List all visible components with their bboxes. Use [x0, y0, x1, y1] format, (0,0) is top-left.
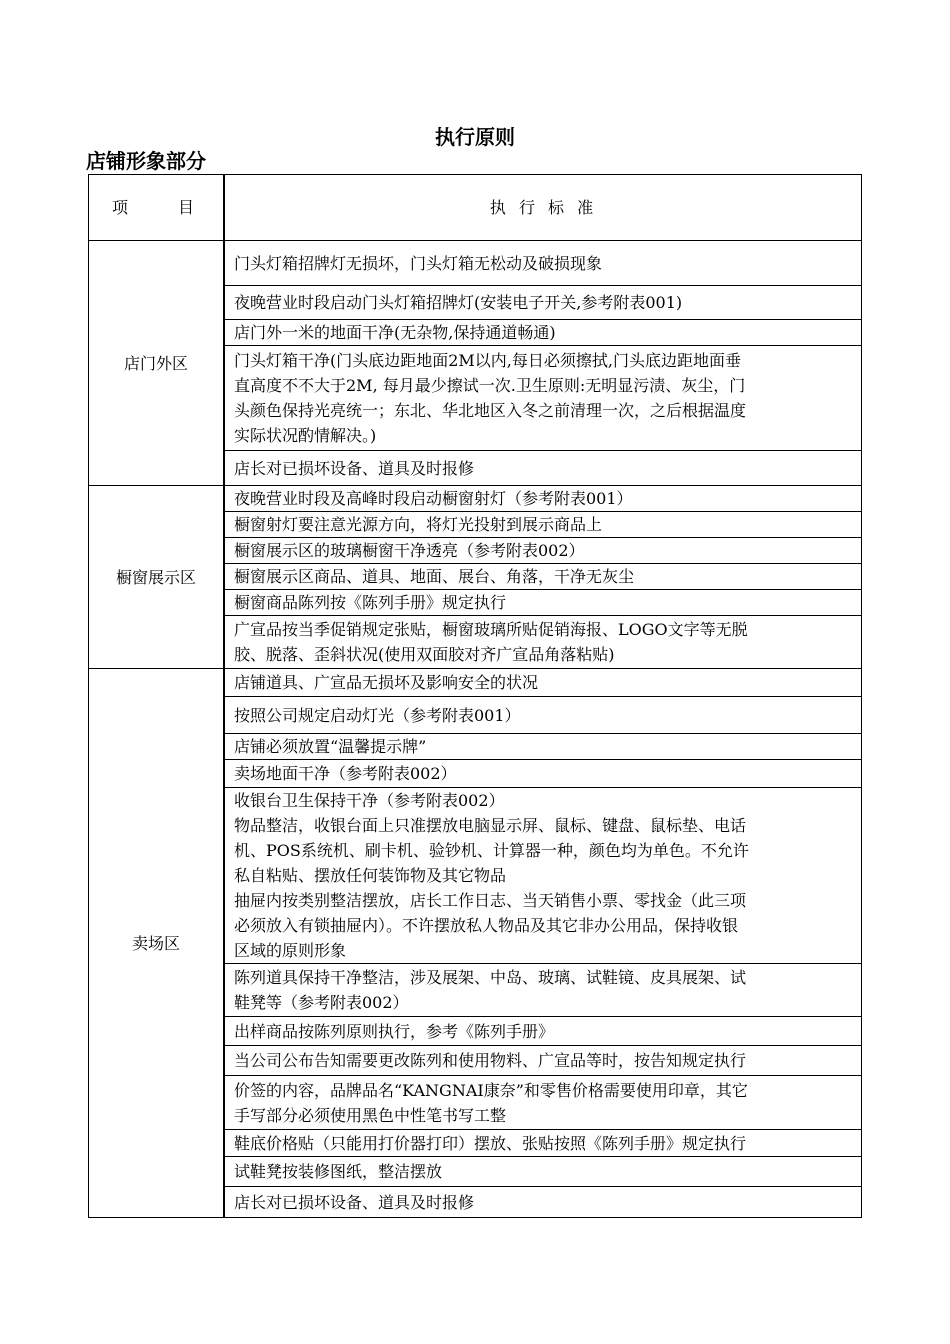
area-cell: 卖场区: [89, 669, 225, 1218]
standard-cell: [224, 788, 862, 964]
standard-line: 夜晚营业时段及高峰时段启动橱窗射灯（参考附表001）: [234, 489, 633, 508]
standard-line: 收银台卫生保持干净（参考附表002）: [234, 791, 505, 810]
standard-line: 店门外一米的地面干净(无杂物,保持通道畅通): [234, 323, 556, 342]
standard-cell: [224, 590, 862, 616]
standard-line: 鞋底价格贴（只能用打价器打印）摆放、张贴按照《陈列手册》规定执行: [234, 1133, 747, 1153]
standard-line: 抽屉内按类别整洁摆放，店长工作日志、当天销售小票、零找金（此三项: [234, 891, 747, 910]
standard-line: 橱窗展示区商品、道具、地面、展台、角落，干净无灰尘: [234, 567, 635, 586]
standard-cell: [224, 669, 862, 697]
standard-line: 试鞋凳按装修图纸，整洁摆放: [234, 1162, 443, 1181]
standard-line: 价签的内容，品牌品名“KANGNAI康奈”和零售价格需要使用印章，其它: [234, 1080, 748, 1100]
standard-cell: [224, 616, 862, 669]
standard-line: 橱窗商品陈列按《陈列手册》规定执行: [234, 593, 507, 612]
standard-line: 必须放入有锁抽屉内）。不许摆放私人物品及其它非办公用品，保持收银: [234, 916, 739, 935]
standard-cell: [224, 512, 862, 538]
standard-line: 胶、脱落、歪斜状况(使用双面胶对齐广宣品角落粘贴): [234, 645, 615, 664]
standard-line: 广宣品按当季促销规定张贴，橱窗玻璃所贴促销海报、LOGO文字等无脱: [234, 620, 748, 639]
page-title: 执行原则: [435, 125, 515, 149]
standard-line: 实际状况酌情解决。): [234, 426, 377, 445]
table-header-row: [89, 175, 862, 241]
standard-cell: [224, 451, 862, 486]
section-title: 店铺形象部分: [86, 149, 206, 173]
area-cell: 橱窗展示区: [89, 486, 225, 669]
standard-cell: [224, 697, 862, 734]
header-standard: 执 行 标 准: [224, 175, 862, 241]
standard-line: 陈列道具保持干净整洁，涉及展架、中岛、玻璃、试鞋镜、皮具展架、试: [234, 968, 747, 987]
standard-line: 物品整洁，收银台面上只准摆放电脑显示屏、鼠标、键盘、鼠标垫、电话: [234, 816, 747, 835]
standard-line: 橱窗射灯要注意光源方向，将灯光投射到展示商品上: [234, 515, 603, 534]
standard-cell: [224, 1187, 862, 1218]
standard-cell: [224, 538, 862, 564]
standards-table: [88, 174, 862, 1218]
standard-cell: [224, 564, 862, 590]
standard-cell: [224, 734, 862, 760]
standard-cell: [224, 1157, 862, 1187]
standard-line: 区域的原则形象: [234, 941, 347, 960]
standard-cell: [224, 486, 862, 512]
standard-line: 卖场地面干净（参考附表002）: [234, 764, 457, 783]
header-item: 项 目: [89, 175, 225, 241]
standard-line: 手写部分必须使用黑色中性笔书写工整: [234, 1105, 507, 1125]
table-row: [89, 486, 862, 512]
standard-cell: [224, 1130, 862, 1157]
standard-line: 夜晚营业时段启动门头灯箱招牌灯(安装电子开关,参考附表001): [234, 293, 683, 312]
standard-line: 机、POS系统机、刷卡机、验钞机、计算器一种，颜色均为单色。不允许: [234, 841, 749, 860]
standard-cell: [224, 964, 862, 1017]
table-row: [89, 241, 862, 286]
standard-cell: [224, 1017, 862, 1046]
standard-line: 店长对已损坏设备、道具及时报修: [234, 458, 475, 478]
standard-line: 店铺必须放置“温馨提示牌”: [234, 737, 427, 756]
standard-line: 橱窗展示区的玻璃橱窗干净透亮（参考附表002）: [234, 541, 585, 560]
table-row: [89, 669, 862, 697]
standard-cell: [224, 760, 862, 788]
standard-line: 按照公司规定启动灯光（参考附表001）: [234, 705, 521, 725]
standard-line: 头颜色保持光亮统一；东北、华北地区入冬之前清理一次，之后根据温度: [234, 401, 747, 420]
standard-line: 店铺道具、广宣品无损坏及影响安全的状况: [234, 673, 539, 692]
standard-line: 店长对已损坏设备、道具及时报修: [234, 1192, 475, 1212]
standard-line: 私自粘贴、摆放任何装饰物及其它物品: [234, 866, 507, 885]
standard-cell: [224, 1046, 862, 1076]
standard-line: 门头灯箱招牌灯无损坏，门头灯箱无松动及破损现象: [234, 253, 603, 273]
standard-cell: [224, 320, 862, 346]
standard-line: 门头灯箱干净(门头底边距地面2M以内,每日必须擦拭,门头底边距地面垂: [234, 351, 741, 370]
standard-cell: [224, 1076, 862, 1130]
standard-cell: [224, 241, 862, 286]
area-cell: 店门外区: [89, 241, 225, 486]
standard-cell: [224, 346, 862, 451]
standard-cell: [224, 286, 862, 320]
standard-line: 鞋凳等（参考附表002）: [234, 993, 409, 1012]
standard-line: 当公司公布告知需要更改陈列和使用物料、广宣品等时，按告知规定执行: [234, 1051, 747, 1070]
standard-line: 出样商品按陈列原则执行，参考《陈列手册》: [234, 1021, 555, 1041]
standard-line: 直高度不不大于2M, 每月最少擦试一次.卫生原则:无明显污渍、灰尘，门: [234, 376, 746, 395]
